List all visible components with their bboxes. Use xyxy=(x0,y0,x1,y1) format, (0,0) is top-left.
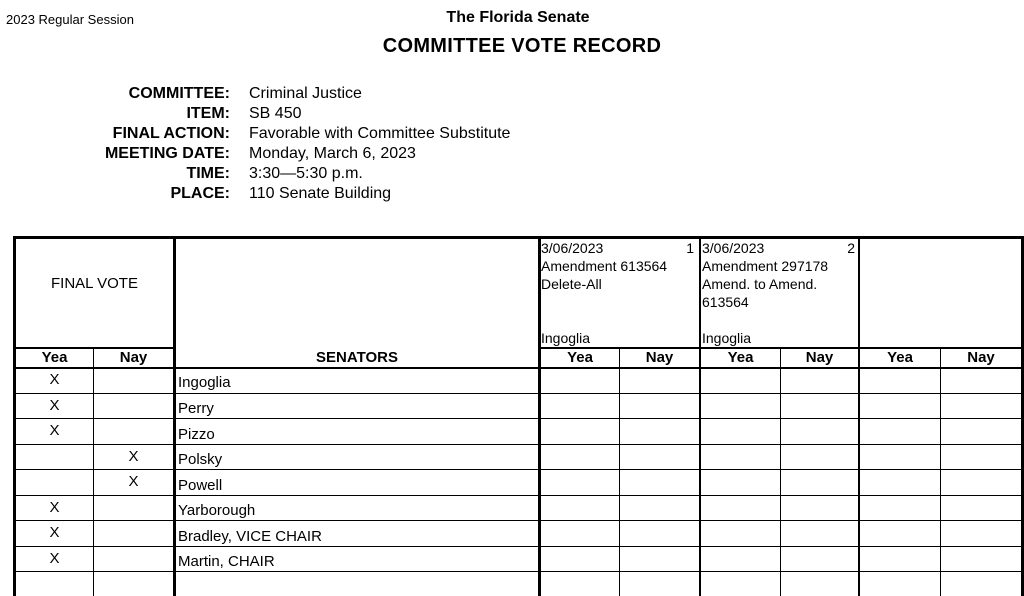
senator-name: Martin, CHAIR xyxy=(178,553,275,570)
senator-name: Perry xyxy=(178,400,214,417)
yea-mark: X xyxy=(49,499,60,516)
document-title: COMMITTEE VOTE RECORD xyxy=(382,35,662,57)
final-yea-header: Yea xyxy=(41,349,68,366)
meta-label: TIME: xyxy=(186,165,230,182)
meta-label: FINAL ACTION: xyxy=(112,125,230,142)
session-label: 2023 Regular Session xyxy=(6,12,134,27)
nay-mark: X xyxy=(128,473,139,490)
meta-row-time xyxy=(0,164,510,184)
row-line xyxy=(13,546,1024,547)
divider xyxy=(699,236,701,596)
divider xyxy=(93,348,94,596)
amendment-1-header xyxy=(541,239,696,293)
row-line xyxy=(13,495,1024,496)
yea-mark: X xyxy=(49,397,60,414)
senator-name: Polsky xyxy=(178,451,223,468)
yea-mark: X xyxy=(49,422,60,439)
row-line xyxy=(13,520,1024,521)
amendment-1-sponsor: Ingoglia xyxy=(541,330,591,346)
yea-mark: X xyxy=(49,550,60,567)
meta-row-meeting-date xyxy=(0,144,510,164)
meta-row-place xyxy=(0,184,510,204)
amendment-desc-cont: 613564 xyxy=(702,294,749,310)
senators-header: SENATORS xyxy=(316,349,398,366)
meta-value: 110 Senate Building xyxy=(249,185,392,202)
senator-name: Pizzo xyxy=(178,426,215,443)
amendment-title: Amendment 613564 xyxy=(541,258,668,274)
meta-row-item xyxy=(0,104,510,124)
yea-mark: X xyxy=(49,371,60,388)
nay-mark: X xyxy=(128,448,139,465)
org-name: The Florida Senate xyxy=(446,9,590,26)
amend2-yea-header: Yea xyxy=(727,349,754,366)
final-vote-label: FINAL VOTE xyxy=(51,275,138,292)
table-border-top xyxy=(13,236,1024,239)
meta-value: 3:30—5:30 p.m. xyxy=(249,165,363,182)
meta-row-committee xyxy=(0,84,510,104)
amendment-title: Amendment 297178 xyxy=(702,258,829,274)
amendment-2-sponsor: Ingoglia xyxy=(702,330,752,346)
meta-label: COMMITTEE: xyxy=(128,85,230,102)
divider xyxy=(13,367,1024,369)
senator-name: Powell xyxy=(178,477,223,494)
meta-value: Favorable with Committee Substitute xyxy=(249,125,511,142)
amendment-2-header xyxy=(702,239,857,311)
meta-value: Criminal Justice xyxy=(249,85,362,102)
row-line xyxy=(13,444,1024,445)
senator-name: Yarborough xyxy=(178,502,256,519)
meta-label: PLACE: xyxy=(170,185,230,202)
final-nay-header: Nay xyxy=(119,349,148,366)
amendment-number: 2 xyxy=(847,240,855,256)
amend2-nay-header: Nay xyxy=(805,349,834,366)
amend1-nay-header: Nay xyxy=(645,349,674,366)
meta-row-final-action xyxy=(0,124,510,144)
vote-table xyxy=(13,236,1024,596)
divider xyxy=(940,348,941,596)
col3-nay-header: Nay xyxy=(967,349,995,366)
amendment-desc: Delete-All xyxy=(541,276,602,292)
row-line xyxy=(13,393,1024,394)
divider xyxy=(858,236,860,596)
amendment-date: 3/06/2023 xyxy=(702,240,765,256)
meta-value: Monday, March 6, 2023 xyxy=(249,145,416,162)
meta-label: ITEM: xyxy=(186,105,230,122)
divider xyxy=(619,348,620,596)
meta-label: MEETING DATE: xyxy=(104,145,230,162)
senator-name: Ingoglia xyxy=(178,374,231,391)
row-line xyxy=(13,469,1024,470)
amend1-yea-header: Yea xyxy=(567,349,593,366)
meta-value: SB 450 xyxy=(249,105,302,122)
amendment-desc: Amend. to Amend. xyxy=(702,276,818,292)
meeting-info xyxy=(0,84,510,204)
divider xyxy=(780,348,781,596)
yea-mark: X xyxy=(49,524,60,541)
amendment-number: 1 xyxy=(686,240,694,256)
row-line xyxy=(13,571,1024,572)
row-line xyxy=(13,418,1024,419)
senator-name: Bradley, VICE CHAIR xyxy=(178,528,322,545)
amendment-date: 3/06/2023 xyxy=(541,240,604,256)
col3-yea-header: Yea xyxy=(887,349,913,366)
